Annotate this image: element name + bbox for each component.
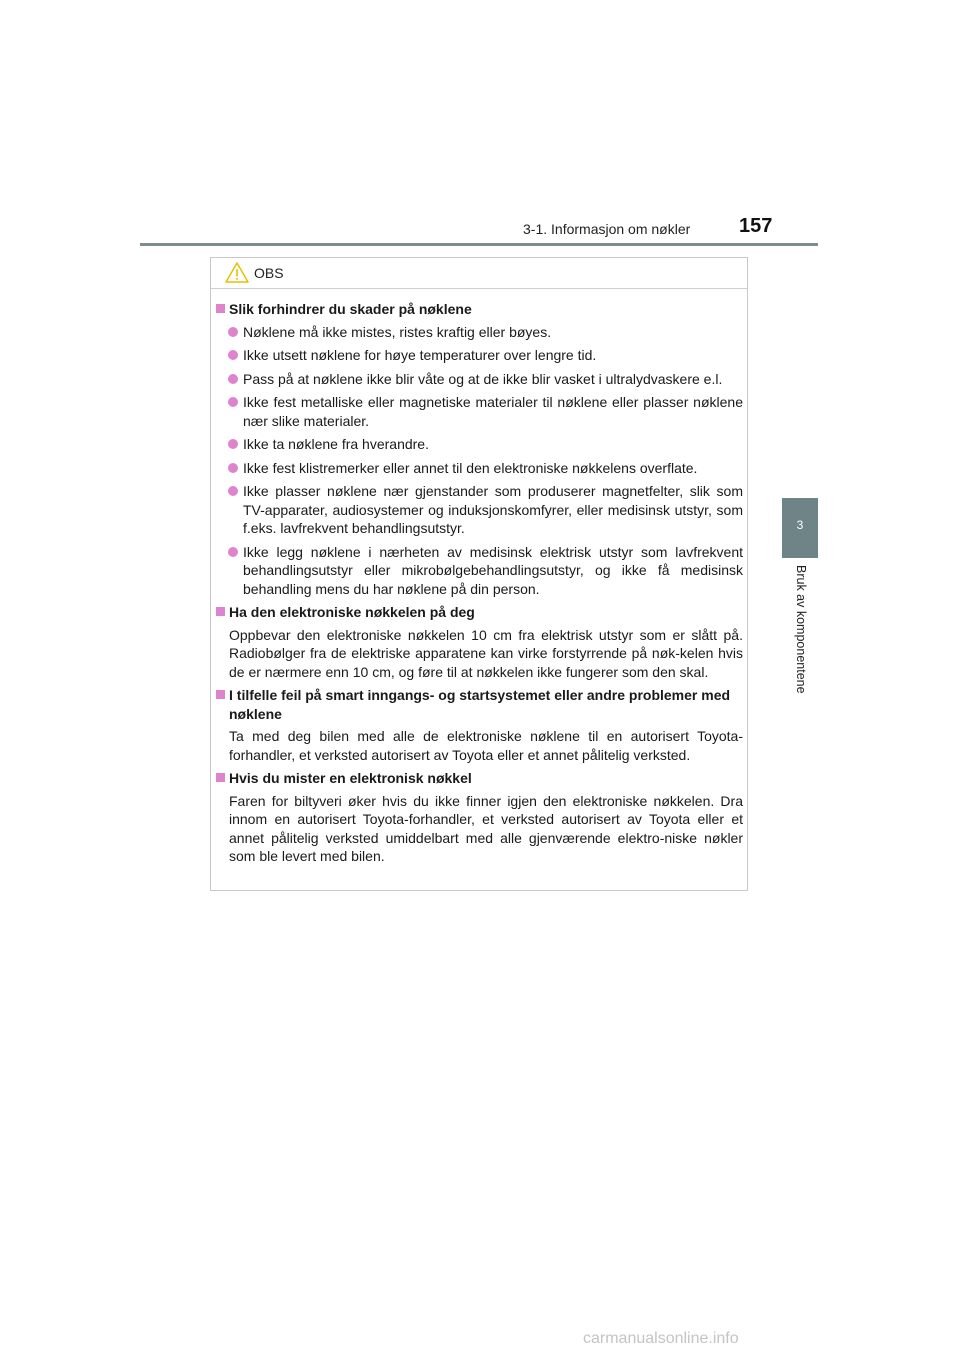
dot-bullet-icon (228, 439, 238, 449)
caution-box (210, 257, 748, 891)
section-heading (216, 603, 743, 622)
list-item (216, 393, 743, 430)
list-item-text: Pass på at nøklene ikke blir våte og at de ikke blir vasket i ultralydvaskere e.l. (243, 370, 723, 387)
caution-header (211, 258, 747, 289)
section-paragraph: Ta med deg bilen med alle de elektroniske nøklene til en autorisert Toyota-forhandler, et verksted autorisert av Toyota eller et annet pålitelig verksted. (229, 728, 743, 763)
chapter-title: Bruk av komponentene (794, 565, 808, 694)
list-item-text: Ikke plasser nøklene nær gjenstander som produserer magnetfelter, slik som TV-apparater, audiosystemer og induksjonskomfyrer, eller medisinsk utstyr, som f.eks. lavfrekvent behandlingsutstyr. (243, 483, 743, 536)
section-heading (216, 300, 743, 319)
list-item (216, 346, 743, 365)
section-heading-text: Ha den elektroniske nøkkelen på deg (229, 604, 475, 620)
list-item-text: Ikke fest klistremerker eller annet til den elektroniske nøkkelens overflate. (243, 459, 698, 476)
list-item (216, 435, 743, 454)
square-bullet-icon (216, 690, 225, 699)
section-paragraph: Faren for biltyveri øker hvis du ikke finner igjen den elektroniske nøkkelen. Dra innom en autorisert Toyota-forhandler, et verksted autorisert av Toyota eller et annet pålitelig verksted umiddelbart med alle gjenværende elektro-niske nøkler som ble levert med bilen. (229, 792, 743, 864)
dot-bullet-icon (228, 327, 238, 337)
dot-bullet-icon (228, 374, 238, 384)
dot-bullet-icon (228, 486, 238, 496)
chapter-side-label (780, 565, 820, 725)
page-number: 157 (739, 215, 773, 237)
section-paragraph: Oppbevar den elektroniske nøkkelen 10 cm fra elektrisk utstyr som er slått på. Radiobølger fra de elektriske apparatene kan virke forstyrrende på nøk-kelen hvis de er nærmere enn 10 cm, og føre til at nøkkelen ikke fungerer som den skal. (229, 626, 743, 680)
caution-label: OBS (254, 265, 284, 281)
list-item-text: Ikke fest metalliske eller magnetiske materialer til nøklene eller plasser nøklene nær slike materialer. (243, 394, 743, 429)
chapter-tab[interactable] (782, 498, 818, 558)
section-heading (216, 769, 743, 788)
dot-bullet-icon (228, 463, 238, 473)
caution-content (216, 300, 743, 871)
list-item-text: Ikke ta nøklene fra hverandre. (243, 436, 429, 452)
list-item (216, 323, 743, 342)
square-bullet-icon (216, 607, 225, 616)
section-heading (216, 686, 743, 723)
dot-bullet-icon (228, 397, 238, 407)
section-heading-text: I tilfelle feil på smart inngangs- og startsystemet eller andre problemer med nøklene (229, 687, 731, 722)
square-bullet-icon (216, 304, 225, 313)
section-heading-text: Slik forhindrer du skader på nøklene (229, 301, 472, 317)
dot-bullet-icon (228, 547, 238, 557)
header-divider (140, 243, 818, 246)
list-item-text: Nøklene må ikke mistes, ristes kraftig eller bøyes. (243, 323, 552, 340)
warning-triangle-icon (225, 262, 249, 283)
list-item (216, 543, 743, 599)
section-title: 3-1. Informasjon om nøkler (523, 221, 691, 237)
list-item (216, 459, 743, 478)
dot-bullet-icon (228, 350, 238, 360)
list-item-text: Ikke legg nøklene i nærheten av medisinsk elektrisk utstyr som lavfrekvent behandlingsutstyr eller mikrobølgebehandlingsutstyr, og ikke få medisinsk behandling mens du har nøklene på din person. (243, 543, 743, 597)
list-item (216, 482, 743, 538)
square-bullet-icon (216, 773, 225, 782)
list-item (216, 370, 743, 389)
section-heading-text: Hvis du mister en elektronisk nøkkel (229, 770, 472, 786)
list-item-text: Ikke utsett nøklene for høye temperaturer over lengre tid. (243, 347, 597, 363)
chapter-number: 3 (796, 518, 804, 532)
watermark: carmanualsonline.info (583, 1330, 739, 1347)
